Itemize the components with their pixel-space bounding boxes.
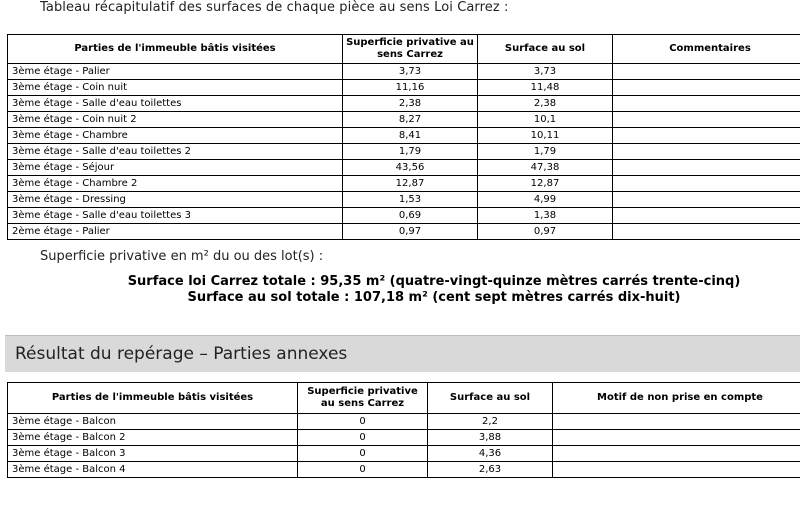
cell-commentaire [613,96,800,112]
cell-surface-sol: 10,11 [478,128,613,144]
cell-commentaire [613,80,800,96]
table-header-row [8,35,800,64]
cell-superficie: 0 [298,414,428,430]
cell-partie: 3ème étage - Chambre [8,128,343,144]
cell-commentaire [553,414,800,430]
cell-partie: 3ème étage - Balcon 3 [8,446,298,462]
cell-commentaire [613,128,800,144]
table-row [8,128,800,144]
cell-partie: 3ème étage - Balcon [8,414,298,430]
cell-surface-sol: 2,38 [478,96,613,112]
cell-partie: 3ème étage - Coin nuit [8,80,343,96]
cell-surface-sol: 3,73 [478,64,613,80]
annexes-table [7,382,800,478]
header-surface-sol: Surface au sol [428,383,553,414]
cell-commentaire [553,446,800,462]
cell-partie: 3ème étage - Salle d'eau toilettes 3 [8,208,343,224]
cell-surface-sol: 10,1 [478,112,613,128]
table-row [8,80,800,96]
cell-surface-sol: 2,2 [428,414,553,430]
cell-partie: 3ème étage - Balcon 2 [8,430,298,446]
header-superficie: Superficie privative au sens Carrez [298,383,428,414]
cell-commentaire [613,160,800,176]
cell-partie: 3ème étage - Dressing [8,192,343,208]
cell-superficie: 43,56 [343,160,478,176]
cell-partie: 3ème étage - Séjour [8,160,343,176]
cell-superficie: 0 [298,462,428,478]
cell-commentaire [613,64,800,80]
cell-commentaire [613,192,800,208]
cell-partie: 3ème étage - Coin nuit 2 [8,112,343,128]
table-row [8,96,800,112]
cell-superficie: 0,97 [343,224,478,240]
cell-superficie: 8,27 [343,112,478,128]
cell-partie: 3ème étage - Palier [8,64,343,80]
cell-commentaire [613,144,800,160]
cell-surface-sol: 3,88 [428,430,553,446]
cell-superficie: 1,79 [343,144,478,160]
table-row [8,176,800,192]
table-row [8,224,800,240]
cell-superficie: 11,16 [343,80,478,96]
table-row [8,446,800,462]
table-row [8,112,800,128]
cell-commentaire [613,224,800,240]
cell-commentaire [613,112,800,128]
cell-surface-sol: 1,79 [478,144,613,160]
superficie-label: Superficie privative en m² du ou des lot(s) : [40,249,324,264]
cell-superficie: 12,87 [343,176,478,192]
section-banner [5,335,800,372]
cell-partie: 3ème étage - Salle d'eau toilettes 2 [8,144,343,160]
table-row [8,462,800,478]
table-row [8,430,800,446]
cell-commentaire [613,176,800,192]
cell-surface-sol: 47,38 [478,160,613,176]
table-row [8,144,800,160]
table-row [8,414,800,430]
header-commentaires: Commentaires [613,35,800,64]
cell-partie: 3ème étage - Chambre 2 [8,176,343,192]
cell-superficie: 8,41 [343,128,478,144]
cell-commentaire [613,208,800,224]
cell-surface-sol: 12,87 [478,176,613,192]
cell-superficie: 0 [298,430,428,446]
cell-commentaire [553,430,800,446]
header-parties: Parties de l'immeuble bâtis visitées [8,383,298,414]
header-superficie: Superficie privative au sens Carrez [343,35,478,64]
cell-commentaire [553,462,800,478]
total-carrez: Surface loi Carrez totale : 95,35 m² (quatre-vingt-quinze mètres carrés trente-cinq) [127,274,741,289]
cell-surface-sol: 1,38 [478,208,613,224]
cell-superficie: 0,69 [343,208,478,224]
cell-surface-sol: 11,48 [478,80,613,96]
header-surface-sol: Surface au sol [478,35,613,64]
table-row [8,208,800,224]
table-row [8,192,800,208]
cell-surface-sol: 0,97 [478,224,613,240]
cell-partie: 2ème étage - Palier [8,224,343,240]
table-header-row [8,383,800,414]
cell-partie: 3ème étage - Salle d'eau toilettes [8,96,343,112]
carrez-table [7,34,800,240]
intro-text: Tableau récapitulatif des surfaces de chaque pièce au sens Loi Carrez : [40,0,509,15]
header-parties: Parties de l'immeuble bâtis visitées [8,35,343,64]
cell-partie: 3ème étage - Balcon 4 [8,462,298,478]
cell-superficie: 2,38 [343,96,478,112]
cell-superficie: 1,53 [343,192,478,208]
header-motif: Motif de non prise en compte [553,383,800,414]
cell-surface-sol: 2,63 [428,462,553,478]
cell-surface-sol: 4,99 [478,192,613,208]
total-sol: Surface au sol totale : 107,18 m² (cent sept mètres carrés dix-huit) [187,290,681,305]
table-row [8,160,800,176]
cell-superficie: 0 [298,446,428,462]
cell-surface-sol: 4,36 [428,446,553,462]
cell-superficie: 3,73 [343,64,478,80]
section-title: Résultat du repérage – Parties annexes [15,344,348,364]
table-row [8,64,800,80]
